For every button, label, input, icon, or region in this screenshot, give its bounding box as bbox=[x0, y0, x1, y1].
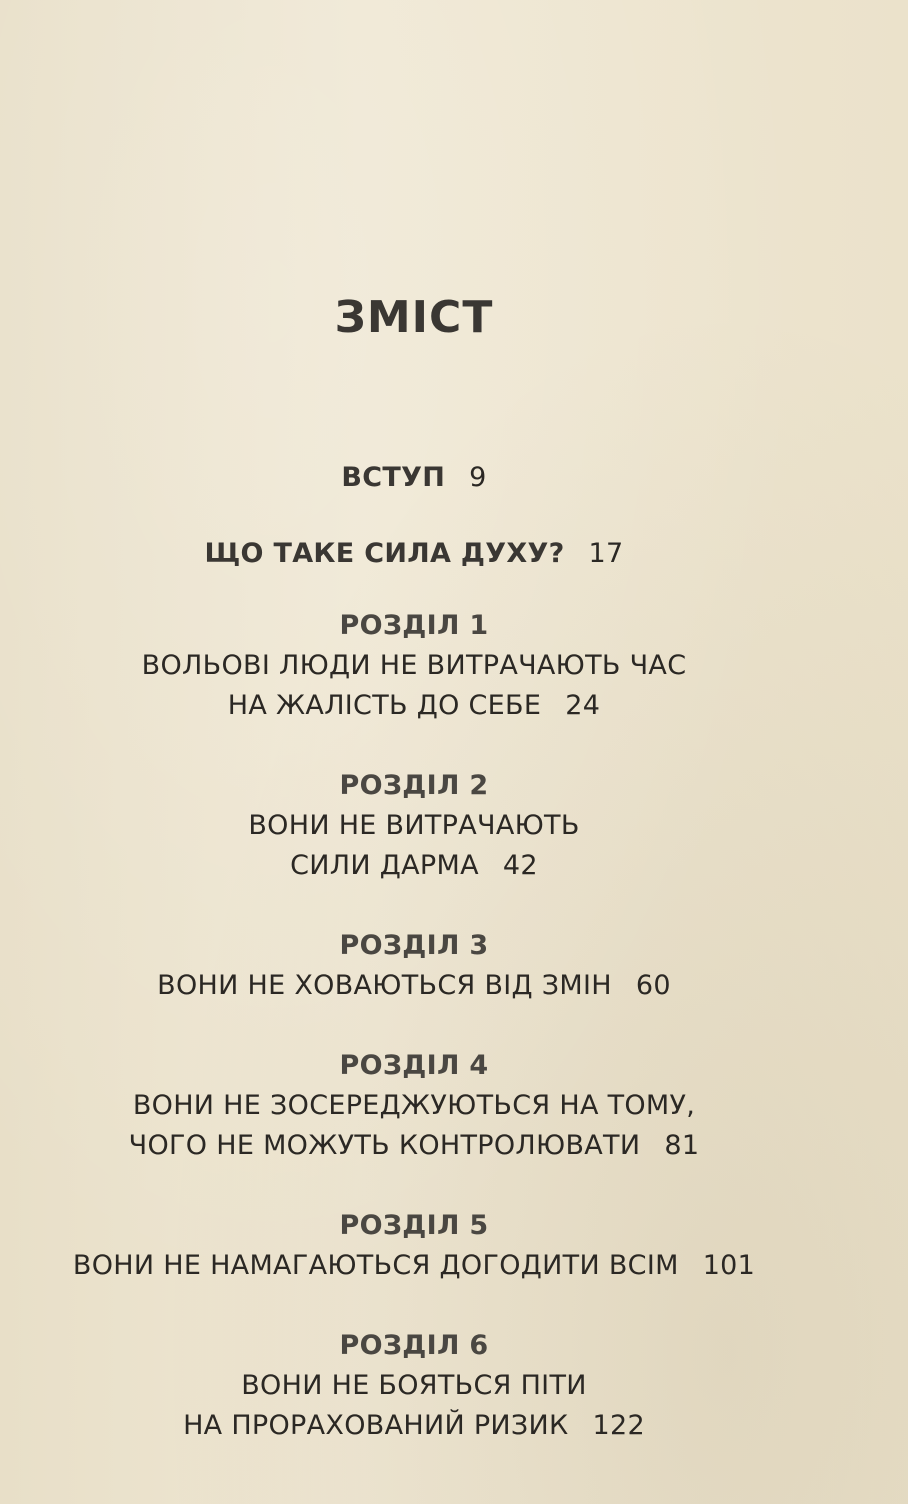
chapter-title-line: ВОНИ НЕ ЗОСЕРЕДЖУЮТЬСЯ НА ТОМУ, bbox=[132, 1090, 696, 1121]
table-of-contents bbox=[0, 458, 828, 1446]
chapter-label: РОЗДІЛ 5 bbox=[339, 1210, 489, 1241]
toc-page-number: 9 bbox=[469, 462, 487, 493]
toc-page-number: 122 bbox=[592, 1410, 645, 1441]
chapter-title-line: ВОЛЬОВІ ЛЮДИ НЕ ВИТРАЧАЮТЬ ЧАС bbox=[141, 650, 687, 681]
chapter-label: РОЗДІЛ 2 bbox=[339, 770, 489, 801]
chapter-label: РОЗДІЛ 4 bbox=[339, 1050, 489, 1081]
toc-entry-chapter-3 bbox=[0, 926, 828, 1006]
chapter-title-line: СИЛИ ДАРМА bbox=[290, 850, 479, 881]
toc-entry-title: ВСТУП bbox=[341, 462, 446, 493]
toc-entry-title: ЩО ТАКЕ СИЛА ДУХУ? bbox=[204, 538, 565, 569]
toc-page-number: 42 bbox=[502, 850, 538, 881]
chapter-title-line: НА ПРОРАХОВАНИЙ РИЗИК bbox=[183, 1410, 569, 1441]
chapter-title-line: ВОНИ НЕ НАМАГАЮТЬСЯ ДОГОДИТИ ВСІМ bbox=[72, 1250, 679, 1281]
chapter-title-line: НА ЖАЛІСТЬ ДО СЕБЕ bbox=[227, 690, 542, 721]
toc-page-number: 17 bbox=[588, 538, 624, 569]
toc-entry-chapter-2 bbox=[0, 766, 828, 886]
chapter-title-line: ВОНИ НЕ ХОВАЮТЬСЯ ВІД ЗМІН bbox=[157, 970, 612, 1001]
chapter-title-line: ВОНИ НЕ БОЯТЬСЯ ПІТИ bbox=[241, 1370, 587, 1401]
toc-entry-chapter-5 bbox=[0, 1206, 828, 1286]
chapter-label: РОЗДІЛ 1 bbox=[339, 610, 489, 641]
toc-entry-intro bbox=[0, 458, 828, 498]
toc-page-number: 101 bbox=[702, 1250, 756, 1281]
chapter-label: РОЗДІЛ 6 bbox=[339, 1330, 489, 1361]
toc-entry-chapter-1 bbox=[0, 606, 828, 726]
toc-page-number: 60 bbox=[635, 970, 671, 1001]
toc-page-number: 81 bbox=[664, 1130, 700, 1161]
chapter-title-line: ВОНИ НЕ ВИТРАЧАЮТЬ bbox=[248, 810, 580, 841]
toc-entry-what-is-fortitude bbox=[0, 534, 828, 574]
toc-entry-chapter-6 bbox=[0, 1326, 828, 1446]
page-title: ЗМІСТ bbox=[334, 292, 494, 343]
chapter-title-line: ЧОГО НЕ МОЖУТЬ КОНТРОЛЮВАТИ bbox=[128, 1130, 641, 1161]
chapter-label: РОЗДІЛ 3 bbox=[339, 930, 489, 961]
toc-page-number: 24 bbox=[565, 690, 601, 721]
toc-entry-chapter-4 bbox=[0, 1046, 828, 1166]
